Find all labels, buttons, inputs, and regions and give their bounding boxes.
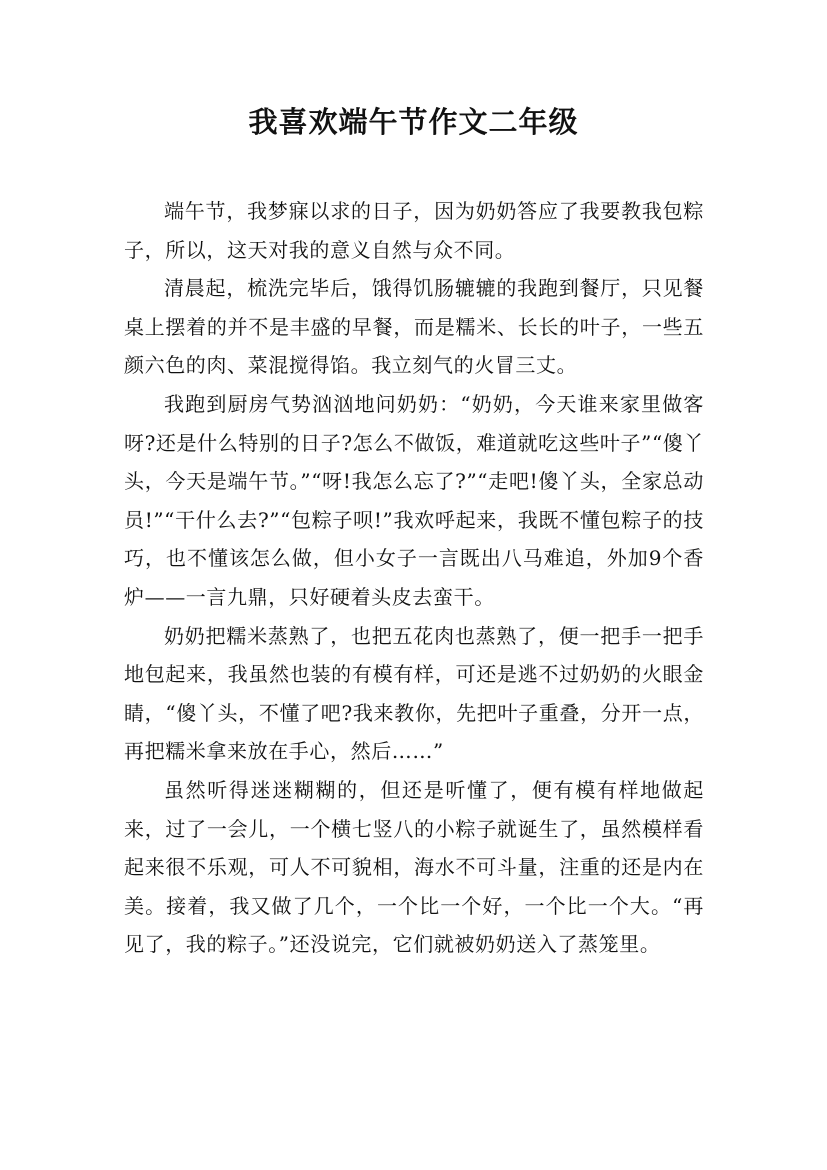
paragraph-3: 我跑到厨房气势汹汹地问奶奶：“奶奶，今天谁来家里做客呀?还是什么特别的日子?怎么不做饭，难道就吃这些叶子”“傻丫头，今天是端午节。”“呀!我怎么忘了?”“走吧!傻丫头，全家总动员!”“干什么去?”“包粽子呗!”我欢呼起来，我既不懂包粽子的技巧，也不懂该怎么做，但小女子一言既出八马难追，外加9个香炉——一言九鼎，只好硬着头皮去蛮干。 xyxy=(124,391,704,609)
paragraph-5: 虽然听得迷迷糊糊的，但还是听懂了，便有模有样地做起来，过了一会儿，一个横七竖八的小粽子就诞生了，虽然模样看起来很不乐观，可人不可貌相，海水不可斗量，注重的还是内在美。接着，我又做了几个，一个比一个好，一个比一个大。“再见了，我的粽子。”还没说完，它们就被奶奶送入了蒸笼里。 xyxy=(124,777,704,957)
paragraph-1: 端午节，我梦寐以求的日子，因为奶奶答应了我要教我包粽子，所以，这天对我的意义自然与众不同。 xyxy=(124,199,704,262)
document-body xyxy=(124,192,704,964)
document-title: 我喜欢端午节作文二年级 xyxy=(248,105,579,139)
paragraph-2: 清晨起，梳洗完毕后，饿得饥肠辘辘的我跑到餐厅，只见餐桌上摆着的并不是丰盛的早餐，而是糯米、长长的叶子，一些五颜六色的肉、菜混搅得馅。我立刻气的火冒三丈。 xyxy=(124,276,704,378)
paragraph-4: 奶奶把糯米蒸熟了，也把五花肉也蒸熟了，便一把手一把手地包起来，我虽然也装的有模有样，可还是逃不过奶奶的火眼金睛，“傻丫头，不懂了吧?我来教你，先把叶子重叠，分开一点，再把糯米拿来放在手心，然后……” xyxy=(124,623,704,764)
